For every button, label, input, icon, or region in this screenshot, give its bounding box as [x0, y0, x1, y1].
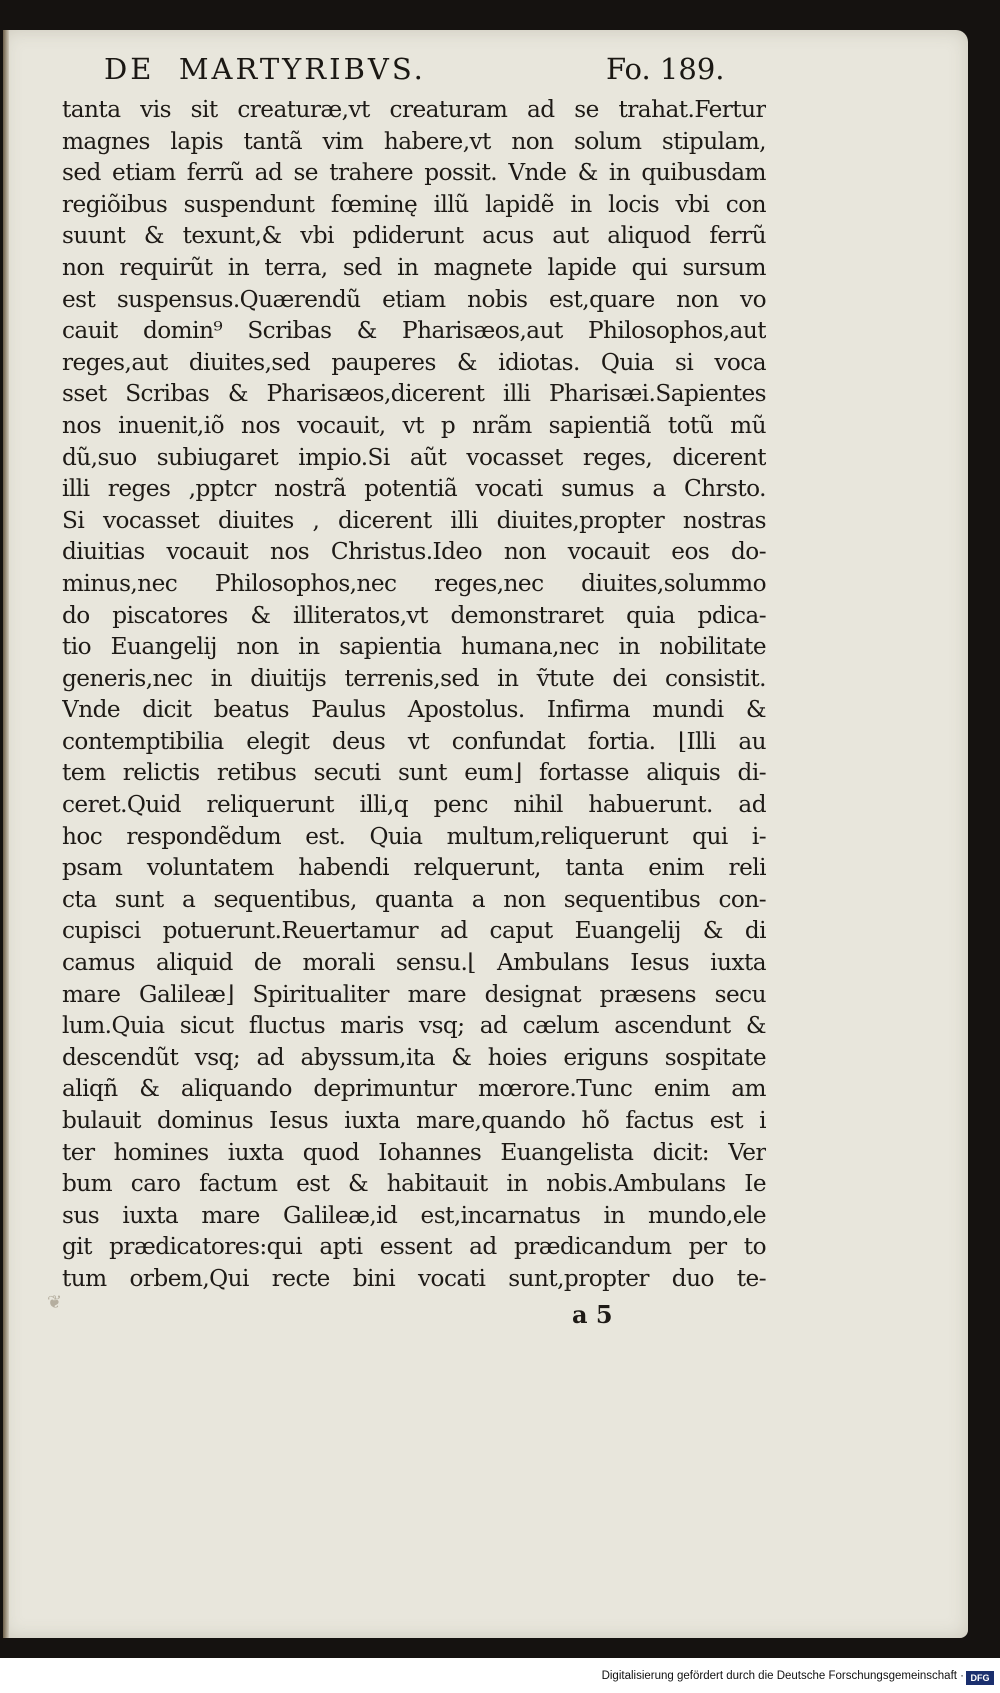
- text-line: minus,nec Philosophos,nec reges,nec diuites,solummo: [62, 569, 766, 597]
- folio-number: Fo. 189.: [606, 52, 725, 86]
- text-line: generis,nec in diuitijs terrenis,sed in ṽtute dei consistit.: [62, 664, 766, 692]
- digitization-credit: Digitalisierung gefördert durch die Deutsche Forschungsgemeinschaft ·: [601, 1670, 964, 1682]
- text-line: illi reges ,pptcr nostrã potentiã vocati sumus a Chrsto.: [62, 475, 766, 503]
- text-line: sset Scribas & Pharisæos,dicerent illi Pharisæi.Sapientes: [62, 380, 766, 408]
- text-line: cupisci potuerunt.Reuertamur ad caput Euangelij & di: [62, 917, 766, 945]
- text-line: tanta vis sit creaturæ,vt creaturam ad se trahat.Fertur: [62, 96, 766, 123]
- text-line: tum orbem,Qui recte bini vocati sunt,propter duo te-: [62, 1264, 766, 1292]
- text-line: psam voluntatem habendi relquerunt, tanta enim reli: [62, 854, 766, 882]
- text-line: bulauit dominus Iesus iuxta mare,quando hõ factus est i: [62, 1107, 766, 1134]
- text-line: contemptibilia elegit deus vt confundat fortia. ⌊Illi au: [62, 727, 766, 755]
- dfg-logo-icon: DFG: [966, 1671, 994, 1685]
- text-line: bum caro factum est & habitauit in nobis.Ambulans Ie: [62, 1170, 766, 1198]
- text-line: suunt & texunt,& vbi pdiderunt acus aut aliquod ferrũ: [62, 222, 766, 250]
- text-line: Si vocasset diuites , dicerent illi diuites,propter nostras: [62, 506, 766, 534]
- text-line: regiõibus suspendunt fœminę illũ lapidẽ in locis vbi con: [62, 190, 766, 218]
- text-line: ter homines iuxta quod Iohannes Euangelista dicit: Ver: [62, 1138, 766, 1166]
- body-text: [62, 94, 766, 1295]
- text-line: magnes lapis tantã vim habere,vt non solum stipulam,: [62, 127, 766, 155]
- text-line: camus aliquid de morali sensu.⌊ Ambulans Iesus iuxta: [62, 949, 766, 977]
- text-line: tio Euangelij non in sapientia humana,nec in nobilitate: [62, 633, 766, 661]
- text-line: git prædicatores:qui apti essent ad prædicandum per to: [62, 1233, 766, 1261]
- text-line: sus iuxta mare Galileæ,id est,incarnatus in mundo,ele: [62, 1201, 766, 1229]
- text-line: cauit domin⁹ Scribas & Pharisæos,aut Philosophos,aut: [62, 317, 766, 345]
- text-line: sed etiam ferrũ ad se trahere possit. Vnde & in quibusdam: [62, 159, 766, 187]
- text-line: lum.Quia sicut fluctus maris vsq; ad cælum ascendunt &: [62, 1012, 766, 1040]
- text-line: descendũt vsq; ad abyssum,ita & hoies eriguns sospitate: [62, 1043, 766, 1071]
- text-line: est suspensus.Quærendũ etiam nobis est,quare non vo: [62, 285, 766, 313]
- text-line: nos inuenit,iõ nos vocauit, vt p nrãm sapientiã totũ mũ: [62, 411, 766, 439]
- page-gutter-edge: [3, 30, 9, 1638]
- text-line: aliqñ & aliquando deprimuntur mœrore.Tunc enim am: [62, 1075, 766, 1103]
- signature-mark: a 5: [572, 1300, 613, 1329]
- text-line: dũ,suo subiugaret impio.Si aũt vocasset reges, dicerent: [62, 443, 766, 471]
- text-line: hoc respondẽdum est. Quia multum,reliquerunt qui i-: [62, 822, 766, 850]
- text-line: tem relictis retibus secuti sunt eum⌋ fortasse aliquis di-: [62, 759, 766, 787]
- text-line: do piscatores & illiteratos,vt demonstraret quia pdica-: [62, 601, 766, 629]
- text-line: diuitias vocauit nos Christus.Ideo non vocauit eos do-: [62, 538, 766, 566]
- margin-mark: ❦: [47, 1292, 63, 1313]
- text-line: cta sunt a sequentibus, quanta a non sequentibus con-: [62, 885, 766, 913]
- text-line: ceret.Quid reliquerunt illi,q penc nihil habuerunt. ad: [62, 791, 766, 819]
- running-title: DE MARTYRIBVS.: [104, 52, 426, 86]
- text-line: reges,aut diuites,sed pauperes & idiotas. Quia si voca: [62, 348, 766, 376]
- text-line: non requirũt in terra, sed in magnete lapide qui sursum: [62, 253, 766, 281]
- text-line: Vnde dicit beatus Paulus Apostolus. Infirma mundi &: [62, 696, 766, 724]
- text-line: mare Galileæ⌋ Spiritualiter mare designat præsens secu: [62, 980, 766, 1008]
